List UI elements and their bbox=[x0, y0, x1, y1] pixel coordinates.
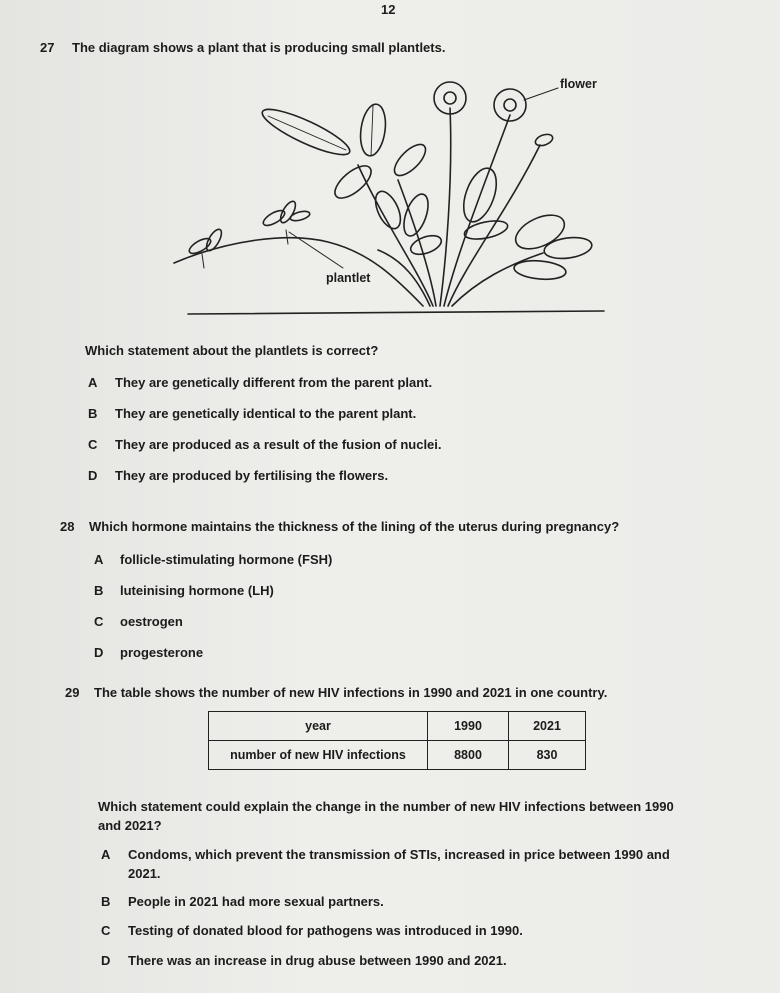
q27-option-b-text: They are genetically identical to the parent plant. bbox=[115, 406, 417, 421]
bud-stem bbox=[448, 145, 540, 306]
table-row-header bbox=[209, 712, 586, 741]
q28-option-a-text: follicle-stimulating hormone (FSH) bbox=[120, 552, 333, 567]
q29-option-a-text-line1: Condoms, which prevent the transmission of STIs, increased in price between 1990 and bbox=[128, 847, 670, 862]
flower-stem-2 bbox=[444, 115, 510, 306]
q29-option-b-text: People in 2021 had more sexual partners. bbox=[128, 894, 384, 909]
question-28-number: 28 bbox=[60, 519, 75, 534]
q28-option-c-letter: C bbox=[94, 614, 104, 629]
q29-option-c-text: Testing of donated blood for pathogens was introduced in 1990. bbox=[128, 923, 523, 938]
q28-option-c-text: oestrogen bbox=[120, 614, 183, 629]
plant-diagram bbox=[168, 70, 618, 322]
table-cell-1990: 8800 bbox=[428, 741, 509, 770]
question-27-prompt: Which statement about the plantlets is correct? bbox=[85, 343, 379, 358]
q29-option-c-letter: C bbox=[101, 923, 111, 938]
flower-bud bbox=[534, 132, 554, 148]
table-row-label: number of new HIV infections bbox=[209, 741, 428, 770]
q28-option-b-letter: B bbox=[94, 583, 104, 598]
question-27-number: 27 bbox=[40, 40, 55, 55]
q27-option-a-text: They are genetically different from the parent plant. bbox=[115, 375, 433, 390]
table-cell-2021: 830 bbox=[509, 741, 586, 770]
table-row-infections bbox=[209, 741, 586, 770]
q28-option-d-letter: D bbox=[94, 645, 104, 660]
table-header-year: year bbox=[209, 712, 428, 741]
leaf-group-left bbox=[258, 102, 431, 233]
diagram-label-flower: flower bbox=[560, 77, 597, 91]
runner-stolon bbox=[174, 238, 423, 306]
flower-stem-1 bbox=[440, 108, 451, 306]
q28-option-d-text: progesterone bbox=[120, 645, 204, 660]
q29-option-b-letter: B bbox=[101, 894, 111, 909]
question-29-prompt-line2: and 2021? bbox=[98, 818, 162, 833]
ground-line bbox=[188, 311, 604, 314]
q27-option-d-text: They are produced by fertilising the flowers. bbox=[115, 468, 389, 483]
q28-option-b-text: luteinising hormone (LH) bbox=[120, 583, 274, 598]
q28-option-a-letter: A bbox=[94, 552, 104, 567]
question-29-number: 29 bbox=[65, 685, 80, 700]
page-number: 12 bbox=[381, 2, 396, 17]
q27-option-d-letter: D bbox=[88, 468, 98, 483]
leaf-group-center bbox=[399, 164, 509, 258]
q29-option-a-text-line2: 2021. bbox=[128, 866, 161, 881]
question-29-prompt-line1: Which statement could explain the change in the number of new HIV infections between 1990 bbox=[98, 799, 674, 814]
q27-option-a-letter: A bbox=[88, 375, 98, 390]
hiv-infections-table bbox=[208, 711, 586, 770]
q29-option-a-letter: A bbox=[101, 847, 111, 862]
leaf-group-right bbox=[511, 208, 594, 281]
table-header-1990: 1990 bbox=[428, 712, 509, 741]
q27-option-c-text: They are produced as a result of the fusion of nuclei. bbox=[115, 437, 442, 452]
q27-option-c-letter: C bbox=[88, 437, 98, 452]
table-header-2021: 2021 bbox=[509, 712, 586, 741]
q29-option-d-letter: D bbox=[101, 953, 111, 968]
q29-option-d-text: There was an increase in drug abuse between 1990 and 2021. bbox=[128, 953, 507, 968]
q27-option-b-letter: B bbox=[88, 406, 98, 421]
question-29-intro: The table shows the number of new HIV infections in 1990 and 2021 in one country. bbox=[94, 685, 608, 700]
question-28-prompt: Which hormone maintains the thickness of the lining of the uterus during pregnancy? bbox=[89, 519, 620, 534]
question-27-intro: The diagram shows a plant that is producing small plantlets. bbox=[72, 40, 446, 55]
diagram-label-plantlet: plantlet bbox=[326, 271, 371, 285]
